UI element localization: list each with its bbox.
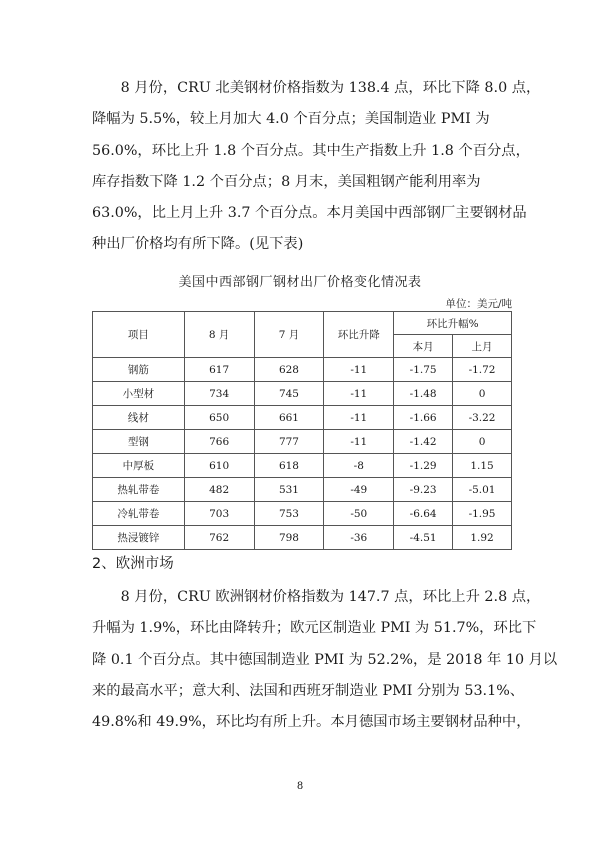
header-jul: 7 月 <box>254 312 324 358</box>
cell-last-month: -5.01 <box>453 478 512 502</box>
cell-item: 冷轧带卷 <box>93 502 185 526</box>
paragraph-line: 库存指数下降 1.2 个百分点；8 月末，美国粗钢产能利用率为 <box>92 173 481 190</box>
cell-this-month: -1.42 <box>394 430 453 454</box>
table-row <box>93 430 512 454</box>
cell-item: 线材 <box>93 406 185 430</box>
paragraph-line: 升幅为 1.9%，环比由降转升；欧元区制造业 PMI 为 51.7%，环比下 <box>92 620 537 637</box>
cell-this-month: -9.23 <box>394 478 453 502</box>
header-mom-pct: 环比升幅% <box>394 312 512 335</box>
cell-jul: 777 <box>254 430 324 454</box>
paragraph-line: 来的最高水平；意大利、法国和西班牙制造业 PMI 分别为 53.1%、 <box>92 682 525 699</box>
table-row <box>93 454 512 478</box>
cell-jul: 661 <box>254 406 324 430</box>
cell-last-month: 1.92 <box>453 526 512 550</box>
table-unit: 单位：美元/吨 <box>445 298 512 310</box>
cell-aug: 734 <box>184 382 254 406</box>
cell-change: -49 <box>324 478 394 502</box>
paragraph-line: 8 月份，CRU 北美钢材价格指数为 138.4 点，环比下降 8.0 点， <box>92 80 541 96</box>
price-table <box>92 311 512 550</box>
cell-this-month: -1.48 <box>394 382 453 406</box>
cell-change: -8 <box>324 454 394 478</box>
cell-this-month: -6.64 <box>394 502 453 526</box>
header-aug: 8 月 <box>184 312 254 358</box>
cell-item: 热浸镀锌 <box>93 526 185 550</box>
section-title: 2、欧洲市场 <box>92 556 174 572</box>
cell-aug: 617 <box>184 358 254 382</box>
cell-aug: 766 <box>184 430 254 454</box>
cell-aug: 610 <box>184 454 254 478</box>
cell-aug: 650 <box>184 406 254 430</box>
paragraph-europe <box>92 582 558 738</box>
paragraph-north-america <box>92 73 541 261</box>
cell-last-month: -3.22 <box>453 406 512 430</box>
cell-change: -11 <box>324 358 394 382</box>
cell-aug: 762 <box>184 526 254 550</box>
cell-change: -11 <box>324 406 394 430</box>
paragraph-line: 8 月份，CRU 欧洲钢材价格指数为 147.7 点，环比上升 2.8 点， <box>92 589 541 605</box>
cell-jul: 531 <box>254 478 324 502</box>
cell-item: 热轧带卷 <box>93 478 185 502</box>
table-row <box>93 358 512 382</box>
cell-change: -36 <box>324 526 394 550</box>
cell-change: -11 <box>324 430 394 454</box>
cell-last-month: 0 <box>453 382 512 406</box>
cell-last-month: -1.72 <box>453 358 512 382</box>
table-row <box>93 526 512 550</box>
cell-jul: 628 <box>254 358 324 382</box>
cell-last-month: 0 <box>453 430 512 454</box>
table-header-row <box>93 312 512 335</box>
header-item: 项目 <box>93 312 185 358</box>
cell-jul: 745 <box>254 382 324 406</box>
header-mom-change: 环比升降 <box>324 312 394 358</box>
paragraph-line: 49.8%和 49.9%，环比均有所上升。本月德国市场主要钢材品种中， <box>92 714 531 731</box>
cell-jul: 753 <box>254 502 324 526</box>
cell-this-month: -1.66 <box>394 406 453 430</box>
cell-jul: 798 <box>254 526 324 550</box>
cell-this-month: -4.51 <box>394 526 453 550</box>
cell-aug: 703 <box>184 502 254 526</box>
cell-item: 小型材 <box>93 382 185 406</box>
cell-aug: 482 <box>184 478 254 502</box>
header-last-month: 上月 <box>453 335 512 358</box>
cell-last-month: -1.95 <box>453 502 512 526</box>
table-caption: 美国中西部钢厂钢材出厂价格变化情况表 <box>178 275 422 290</box>
paragraph-line: 降幅为 5.5%，较上月加大 4.0 个百分点；美国制造业 PMI 为 <box>92 111 490 128</box>
paragraph-line: 63.0%，比上月上升 3.7 个百分点。本月美国中西部钢厂主要钢材品 <box>92 205 527 222</box>
cell-item: 钢筋 <box>93 358 185 382</box>
cell-item: 型钢 <box>93 430 185 454</box>
table-row <box>93 406 512 430</box>
cell-this-month: -1.29 <box>394 454 453 478</box>
cell-jul: 618 <box>254 454 324 478</box>
cell-last-month: 1.15 <box>453 454 512 478</box>
header-this-month: 本月 <box>394 335 453 358</box>
cell-change: -11 <box>324 382 394 406</box>
paragraph-line: 降 0.1 个百分点。其中德国制造业 PMI 为 52.2%，是 2018 年 10 月以 <box>92 651 558 668</box>
cell-item: 中厚板 <box>93 454 185 478</box>
table-row <box>93 382 512 406</box>
cell-this-month: -1.75 <box>394 358 453 382</box>
paragraph-line: 56.0%，环比上升 1.8 个百分点。其中生产指数上升 1.8 个百分点， <box>92 142 530 159</box>
table-row <box>93 502 512 526</box>
page-number: 8 <box>296 781 304 792</box>
paragraph-line: 种出厂价格均有所下降。(见下表) <box>92 236 304 253</box>
table-row <box>93 478 512 502</box>
cell-change: -50 <box>324 502 394 526</box>
